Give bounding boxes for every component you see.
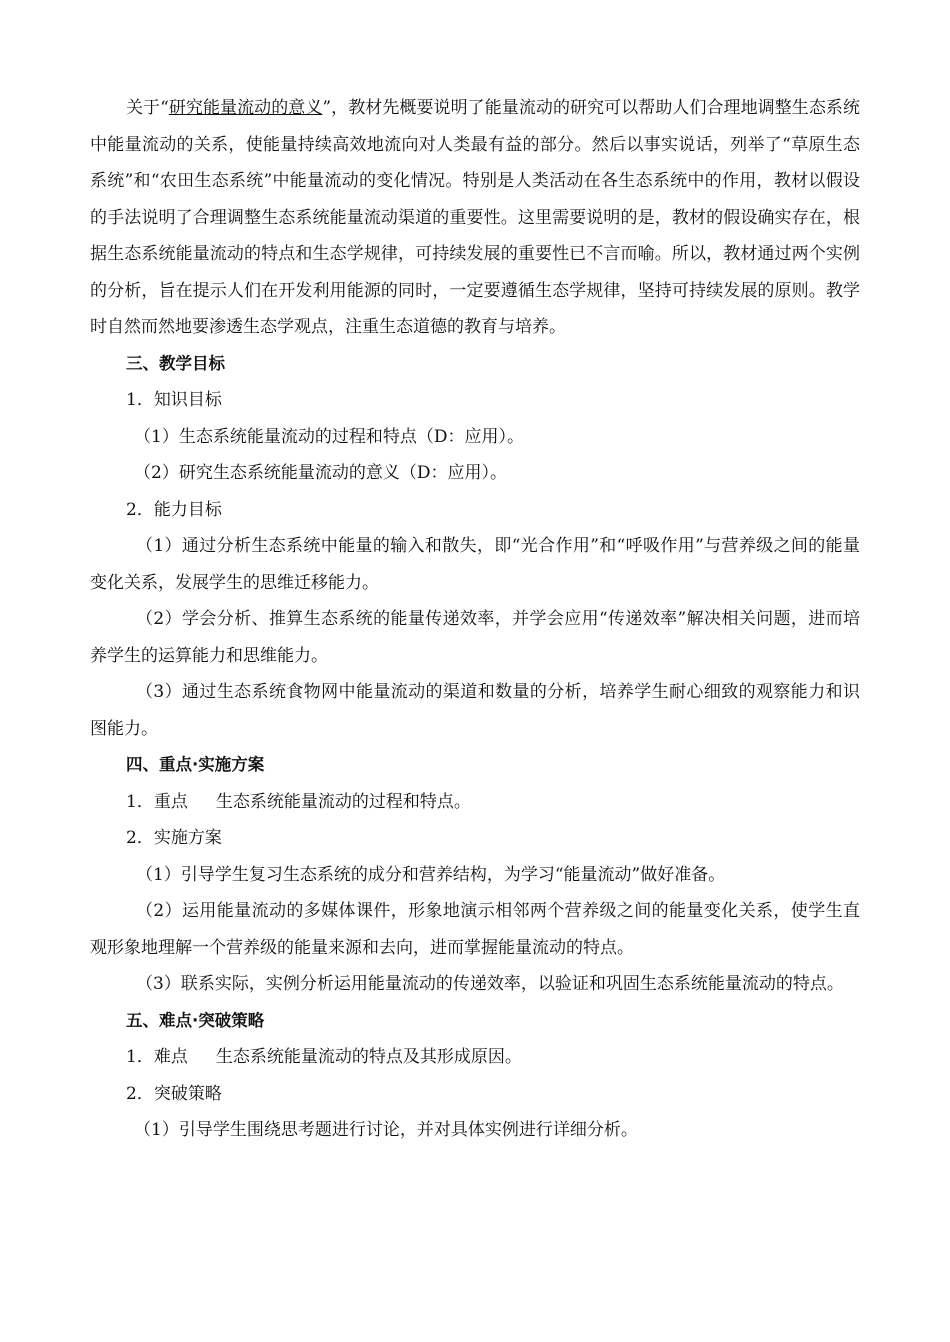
knowledge-goal-2: （2）研究生态系统能量流动的意义（D：应用）。: [134, 463, 507, 483]
intro-prefix: 关于“: [126, 98, 169, 118]
ability-goal-3: （3）通过生态系统食物网中能量流动的渠道和数量的分析，培养学生耐心细致的观察能力和识图能力。: [90, 682, 860, 739]
intro-link-text: 研究能量流动的意义: [168, 98, 323, 118]
ability-goal-2: （2）学会分析、推算生态系统的能量传递效率，并学会应用“传递效率”解决相关问题，进而培养学生的运算能力和思维能力。: [90, 609, 860, 666]
difficulty-text: 生态系统能量流动的特点及其形成原因。: [215, 1047, 522, 1067]
section-3-heading: 三、教学目标: [126, 353, 225, 373]
section-4-heading: 四、重点·实施方案: [126, 755, 265, 774]
difficulty-label: 1．难点: [126, 1047, 188, 1067]
knowledge-goal-1: （1）生态系统能量流动的过程和特点（D：应用）。: [134, 426, 524, 447]
intro-paragraph: [90, 90, 860, 346]
difficulty-line: [90, 1039, 860, 1076]
strategy-title: 2．突破策略: [126, 1083, 222, 1104]
section-5-heading: 五、难点·突破策略: [126, 1010, 265, 1030]
intro-rest: ”，教材先概要说明了能量流动的研究可以帮助人们合理地调整生态系统中能量流动的关系，使能量持续高效地流向对人类最有益的部分。然后以事实说话，列举了“草原生态系统”和“农田生态系统”中能量流动的变化情况。特别是人类活动在各生态系统中的作用，教材以假设的手法说明了合理调整生态系统能量流动渠道的重要性。这里需要说明的是，教材的假设确实存在，根据生态系统能量流动的特点和生态学规律，可持续发展的重要性已不言而喻。所以，教材通过两个实例的分析，旨在提示人们在开发利用能源的同时，一定要遵循生态学规律，坚持可持续发展的原则。教学时自然而然地要渗透生态学观点，注重生态道德的教育与培养。: [90, 98, 860, 337]
focus-line: [90, 784, 860, 821]
ability-goal-title: 2．能力目标: [126, 499, 222, 520]
plan-title: 2．实施方案: [126, 828, 222, 848]
strategy-item-1: （1）引导学生围绕思考题进行讨论，并对具体实例进行详细分析。: [134, 1120, 638, 1140]
plan-item-1: （1）引导学生复习生态系统的成分和营养结构，为学习“能量流动”做好准备。: [136, 864, 726, 885]
document-page: [90, 90, 860, 1149]
focus-text: 生态系统能量流动的过程和特点。: [215, 791, 471, 812]
plan-item-3: （3）联系实际，实例分析运用能量流动的传递效率，以验证和巩固生态系统能量流动的特点。: [136, 974, 844, 994]
focus-label: 1．重点: [126, 791, 188, 812]
ability-goal-1: （1）通过分析生态系统中能量的输入和散失，即“光合作用”和“呼吸作用”与营养级之间的能量变化关系，发展学生的思维迁移能力。: [90, 536, 860, 593]
knowledge-goal-title: 1．知识目标: [126, 390, 222, 410]
plan-item-2: （2）运用能量流动的多媒体课件，形象地演示相邻两个营养级之间的能量变化关系，使学生直观形象地理解一个营养级的能量来源和去向，进而掌握能量流动的特点。: [90, 901, 860, 958]
